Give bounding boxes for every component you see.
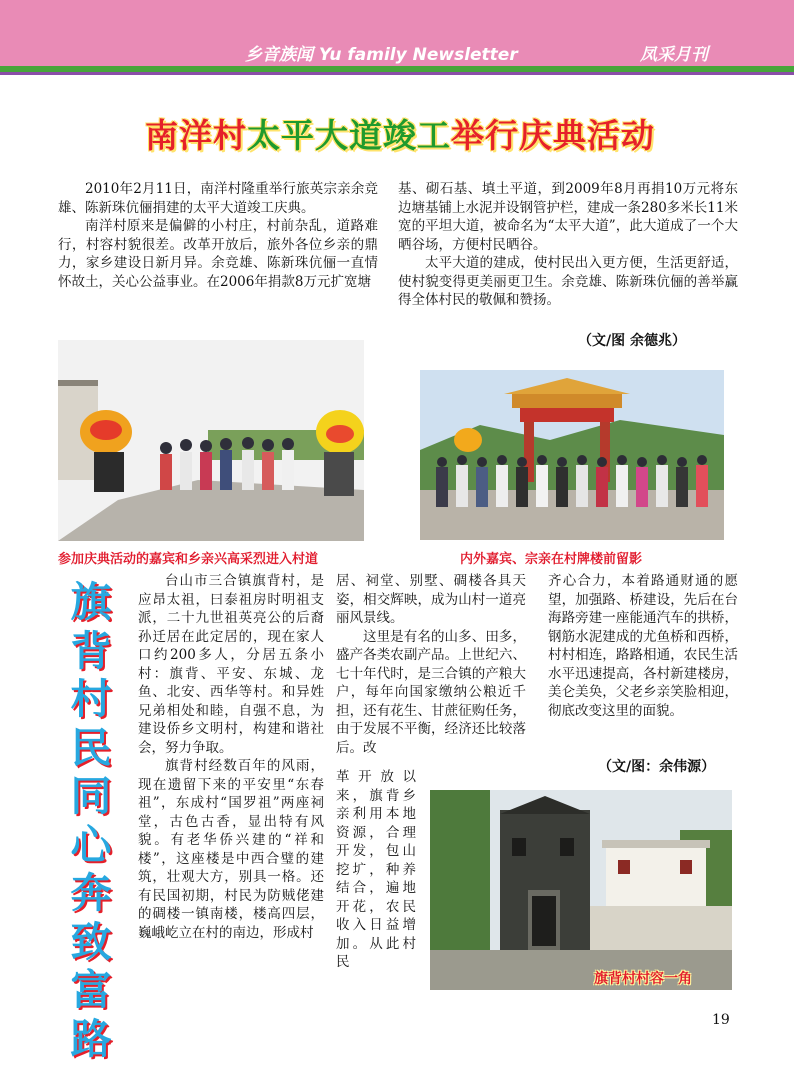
paragraph: 齐心合力，本着路通财通的愿望，加强路、桥建设，先后在台海路旁建一座能通汽车的拱桥，钢筋水泥建成的尤鱼桥和西桥，村村相连，路路相通，农民生活水平迅速提高，各村新建楼房，美仑美奂，父老乡亲笑脸相迎，彻底改变这里的面貌。 [548,573,738,719]
page-number: 19 [712,1012,730,1028]
title-char: 路 [70,1014,112,1063]
paragraph: 台山市三合镇旗背村，是应昂太祖，曰泰祖房时明祖支派，二十九世祖英亮公的后裔孙迁居在此定居的，现在家人口约200多人，分居五条小村：旗背、平安、东城、龙鱼、北安、西华等村。和异姓兄弟相处和睦，自强不息，为建设侨乡文明村，构建和谐社会，努力争取。 [138,573,324,756]
paragraph: 居、祠堂、别墅、碉楼各具天姿，相交辉映，成为山村一道亮丽风景线。 [336,573,526,626]
newsletter-name: 乡音族闻 Yu family Newsletter [245,45,518,65]
article2-column-1 [138,572,324,942]
paragraph: 这里是有名的山多、田多，盛产各类农副产品。上世纪六、七十年代时，是三合镇的产粮大户，每年向国家缴纳公粮近千担，还有花生、甘蔗征购任务，由于发展不平衡，经济还比较落后。改 [336,628,526,756]
paragraph: 基、砌石基、填土平道，到2009年8月再捐10万元将东边塘基铺上水泥并设钢管护栏，建成一条280多米长11米宽的平坦大道，被命名为“太平大道”，此大道成了一个大晒谷场，方便村民晒谷。 [398,181,738,253]
article1-title [130,110,670,157]
photo-village-caption: 旗背村村容一角 [594,971,692,987]
paragraph: 革开放以来，旗背乡亲利用本地资源，合理开发，包山挖圹，种养结合，遍地开花，农民收入日益增加。从此村民 [336,769,416,970]
newsletter-header [0,0,794,66]
title-char: 心 [70,820,112,869]
article1-column-2 [398,180,738,310]
article1-column-1 [58,180,378,291]
article2-column-2-continued [336,768,416,972]
title-part: 南洋村 [145,116,247,155]
article2-column-3 [548,572,738,720]
photo-group-archway [420,370,724,540]
paragraph: 2010年2月11日，南洋村隆重举行旅英宗亲余竞雄、陈新珠伉俪捐建的太平大道竣工庆典。 [58,181,378,216]
title-char: 旗 [70,578,112,626]
title-char: 致 [70,917,112,966]
photo-group-caption: 内外嘉宾、宗亲在村牌楼前留影 [460,552,643,567]
title-part: 举行庆典活动 [451,116,655,155]
title-char: 村 [70,675,112,723]
photo-village [430,790,732,990]
title-char: 背 [70,626,112,675]
paragraph: 南洋村原来是偏僻的小村庄，村前杂乱，道路难行，村容村貌很差。改革开放后，旅外各位乡亲的鼎力，家乡建设日新月异。余竞雄、陈新珠伉俪一直情怀故土，关心公益事业。在2006年捐款8万元扩宽塘 [58,218,378,290]
paragraph: 太平大道的建成，使村民出入更方便，生活更舒适，使村貌变得更美丽更卫生。余竞雄、陈新珠伉俪的善举赢得全体村民的敬佩和赞扬。 [398,255,738,308]
article2-column-2 [336,572,526,757]
title-char: 同 [70,772,112,820]
article2-credit: （文/图：余伟源） [598,759,716,775]
header-divider-purple [0,72,794,75]
title-char: 民 [70,723,112,772]
photo-parade [58,340,364,541]
magazine-name: 凤采月刊 [640,45,708,65]
title-part: 太平大道 [247,116,383,155]
article2-title [66,578,116,1063]
paragraph: 旗背村经数百年的风雨，现在遗留下来的平安里“东春祖”，东成村“国罗祖”两座祠堂，古色古香，显出特有风貌。有老华侨兴建的“祥和楼”，这座楼是中西合璧的建筑，壮观大方，别具一格。还有民国初期，村民为防贼佬建的碉楼一镇南楼，楼高四层，巍峨屹立在村的南边，形成村 [138,758,324,941]
photo-parade-caption: 参加庆典活动的嘉宾和乡亲兴高采烈进入村道 [58,552,319,567]
title-char: 奔 [70,869,112,917]
title-part: 竣工 [383,116,451,155]
title-char: 富 [70,966,112,1014]
article1-credit: （文/图 余德兆） [578,333,686,349]
